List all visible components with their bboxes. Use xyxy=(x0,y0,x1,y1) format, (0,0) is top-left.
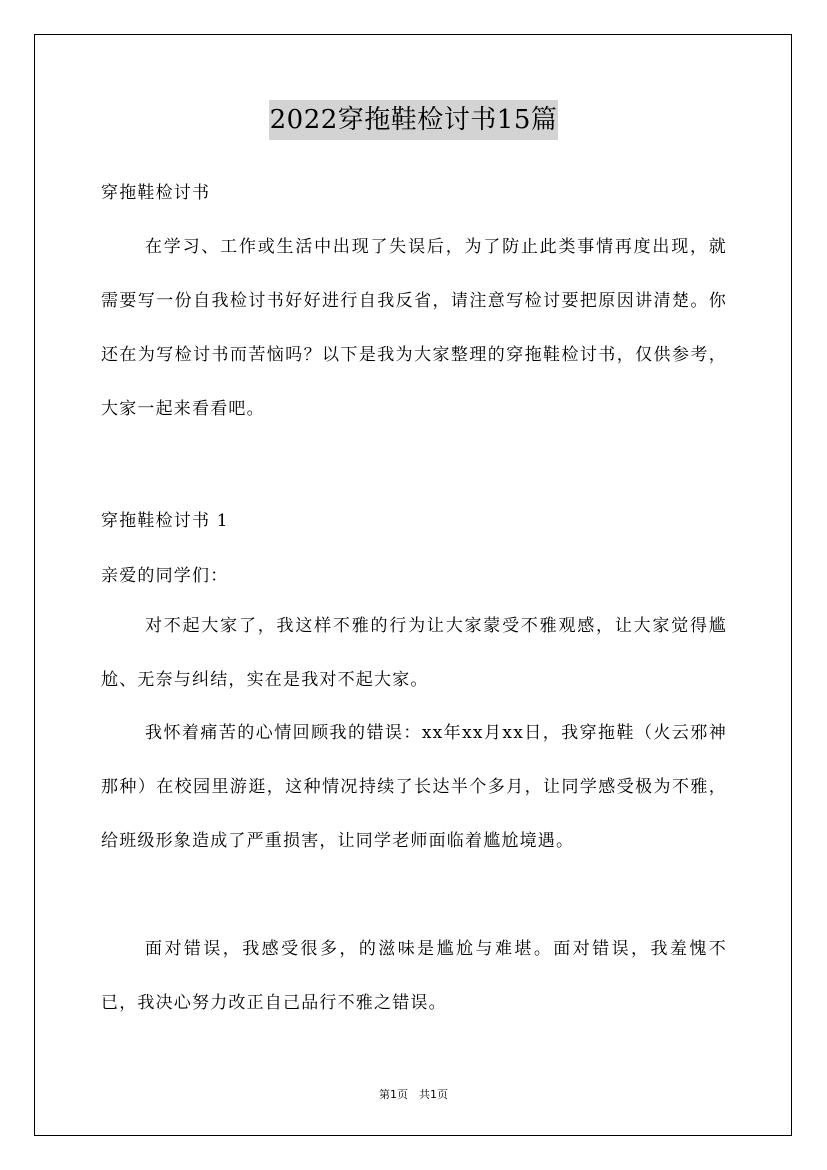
body-paragraph: 对不起大家了，我这样不雅的行为让大家蒙受不雅观感，让大家觉得尴尬、无奈与纠结，实在是我对不起大家。 xyxy=(101,616,727,690)
document-title: 2022穿拖鞋检讨书15篇 xyxy=(269,100,559,140)
intro-paragraph: 在学习、工作或生活中出现了失误后，为了防止此类事情再度出现，就需要写一份自我检讨书好好进行自我反省，请注意写检讨要把原因讲清楚。你还在为写检讨书而苦恼吗？以下是我为大家整理的穿拖鞋检讨书，仅供参考，大家一起来看看吧。 xyxy=(101,237,727,419)
body-paragraph: 面对错误，我感受很多，的滋味是尴尬与难堪。面对错误，我羞愧不已，我决心努力改正自己品行不雅之错误。 xyxy=(101,939,727,1013)
section-title: 穿拖鞋检讨书 1 xyxy=(101,511,229,531)
title-container xyxy=(0,100,827,140)
salutation: 亲爱的同学们： xyxy=(101,566,229,586)
document-heading: 穿拖鞋检讨书 xyxy=(101,183,211,203)
page-footer: 第1页 共1页 xyxy=(379,1088,448,1101)
body-paragraph: 我怀着痛苦的心情回顾我的错误：xx年xx月xx日，我穿拖鞋（火云邪神那种）在校园里游逛，这种情况持续了长达半个多月，让同学感受极为不雅，给班级形象造成了严重损害，让同学老师面临着尴尬境遇。 xyxy=(101,723,727,851)
